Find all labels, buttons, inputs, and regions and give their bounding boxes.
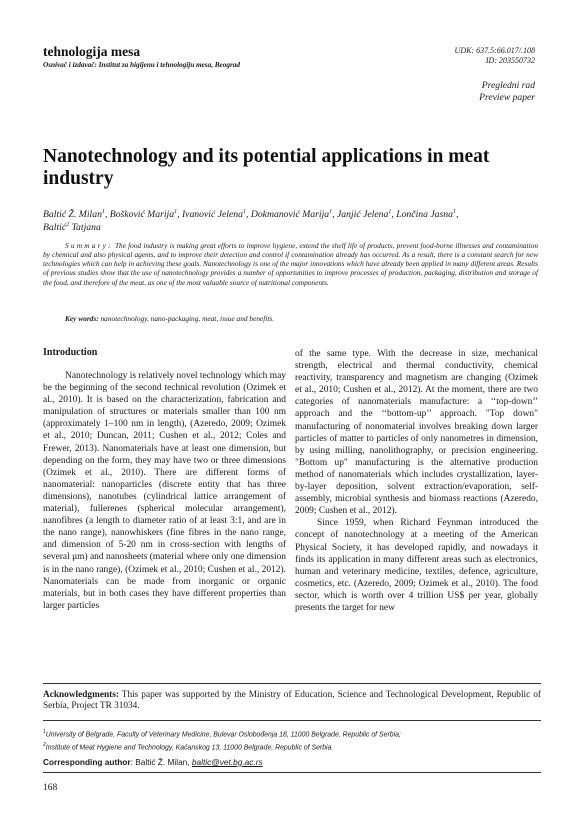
keywords-label: Key words: [65,314,99,323]
author-3: Ivanović Jelena [181,209,243,221]
intro-paragraph-2: Since 1959, when Richard Feynman introduced the concept of nanotechnology at a meeting of the American Physical Society, it has developed rapidly, and nowadays it finds its application in many different areas such as electronics, human and veterinary medicine, textiles, defence, agriculture, cosmetics, etc. (Azeredo, 2009; Ozimek et al., 2010). The food sector, which is worth over 4 trillion US$ per year, globally presents the target for new [295,518,538,613]
paper-type [479,80,535,103]
left-column [43,343,286,612]
author-5: Janjić Jelena [336,209,389,221]
paper-type-english: Preview paper [479,91,535,103]
author-4: Dokmanović Marija [250,209,330,221]
summary-abstract [43,241,538,287]
paper-title: Nanotechnology and its potential applications in meat industry [43,146,490,189]
journal-name: tehnologija mesa [43,44,141,59]
author-1: Baltić Ž. Milan [43,209,102,221]
journal-header [43,44,240,70]
corresponding-label: Corresponding author [43,757,131,767]
footer-divider-top [43,683,541,684]
corresponding-email-link[interactable]: baltic@vet.bg.ac.rs [191,757,263,767]
document-codes [455,46,535,66]
publisher-line: Osnivač i izdavač: Institut za higijenu i tehnologiju mesa, Beograd [43,60,240,69]
summary-text: The food industry is making great efforts to improve hygiene, extend the shelf life of products, prevent food-borne illnesses and contamination by chemical and also physical agents, and to improve their detection and control if contamination already has occurred. As a result, there is a constant search for new technologies which can help in achieving these goals. Nanotechnology is one of the major innovations which have already been applied in many different areas. Results of previous studies show that the use of nanotechnology provides a number of opportunities to improve processes of production, packaging, distribution and storage of the food, and therefore of the meat, as one of the most valuable source of nutritional components. [43,241,538,287]
intro-paragraph-1: Nanotechnology is relatively novel technology which may be the beginning of the second technical revolution (Ozimek et al., 2010). It is based on the characterization, fabrication and manipulation of structures or materials smaller than 100 nm (approximately 1–100 nm in length), (Azeredo, 2009; Ozimek et al., 2010; Duncan, 2011; Cushen et al., 2012; Coles and Frewer, 2013). Nanomaterials have at least one dimension, but depending on the form, they may have two or three dimensions (Ozimek et al., 2010). There are different forms of nanomaterial: nanoparticles (discrete entity that has three dimensions), nanotubes (cylindrical lattice arrangement of material), fullerenes (spherical molecular arrangement), nanofibres (a length to diameter ratio of at least 3:1, and are in the nano range), nanowhiskers (fine fibres in the nano range, and dimension of 5-20 nm in cross-section with lengths of several μm) and nanosheets (material where only one dimension is in the nano range), (Ozimek et al., 2010; Cushen et al., 2012). Nanomaterials can be made from inorganic or organic materials, but in both cases they have different properties than larger particles [43,371,287,611]
id-code: ID: 203550732 [485,56,535,65]
author-2: Bošković Marija [109,209,175,221]
right-column [295,348,538,614]
acknowledgments-label: Acknowledgments: [43,690,119,700]
corresponding-name: Baltić Ž. Milan, [135,757,192,767]
author-list: Baltić Ž. Milan$^1$, Bošković Marija$^1$, Ivanović Jelena$^1$, Dokmanović Marija$^1$, Janjić Jelena$^1$, Lončina Jasna$^1$, Baltić$^2$ Tatjana [43,209,459,234]
author-6: Lončina Jasna [396,209,453,221]
footer-divider-middle [43,720,541,721]
affiliation-1: $^1$University of Belgrade, Faculty of Veterinary Medicine, Bulevar Oslobođenja 18, 11000 Belgrade, Republic of Serbia; [43,729,401,739]
acknowledgments-text: This paper was supported by the Ministry of Education, Science and Technological Development, Republic of Serbia, Project TR 31034. [43,690,541,712]
affiliation-2: $^2$Institute of Meat Hygiene and Technology, Kaćanskog 13, 11000 Belgrade, Republic of Serbia. [43,742,334,752]
corresponding-author: Corresponding author: Baltić Ž. Milan, baltic@vet.bg.ac.rs [43,757,263,767]
summary-label: Summary: [65,241,113,250]
udk-code: UDK: 637.5:66.017/.108 [454,46,535,55]
author-7: Baltić [43,222,67,234]
section-heading-introduction: Introduction [43,347,98,358]
acknowledgments [43,690,541,713]
footer-divider-bottom [43,772,541,773]
affiliations [43,727,543,754]
page-number: 168 [43,783,58,793]
keywords [65,314,535,323]
intro-paragraph-continued: of the same type. With the decrease in size, mechanical strength, electrical and thermal conductivity, chemical reactivity, transparency and magnetism are changing (Ozimek et al., 2010; Cushen et al., 2012). At the moment, there are two categories of nanomaterials manufacture: a ‘‘top-down’’ approach and the ‘‘bottom-up’’ approach. "Top down" manufacturing of nonomaterial involves breaking down larger particles of matter to particles of only nanometres in dimension, by using milling, nanolithography, or precision engineering. "Bottom up" manufacturing is the alternative production method of nanomaterials which includes crystallization, layer-by-layer deposition, solvent extraction/evaporation, self-assembly, microbial synthesis and biomass reactions (Azeredo, 2009; Cushen et al., 2012). [295,349,538,517]
paper-type-local: Pregledni rad [481,80,535,91]
keywords-text: nanotechnology, nano-packaging, meat, issue and benefits. [98,314,275,323]
